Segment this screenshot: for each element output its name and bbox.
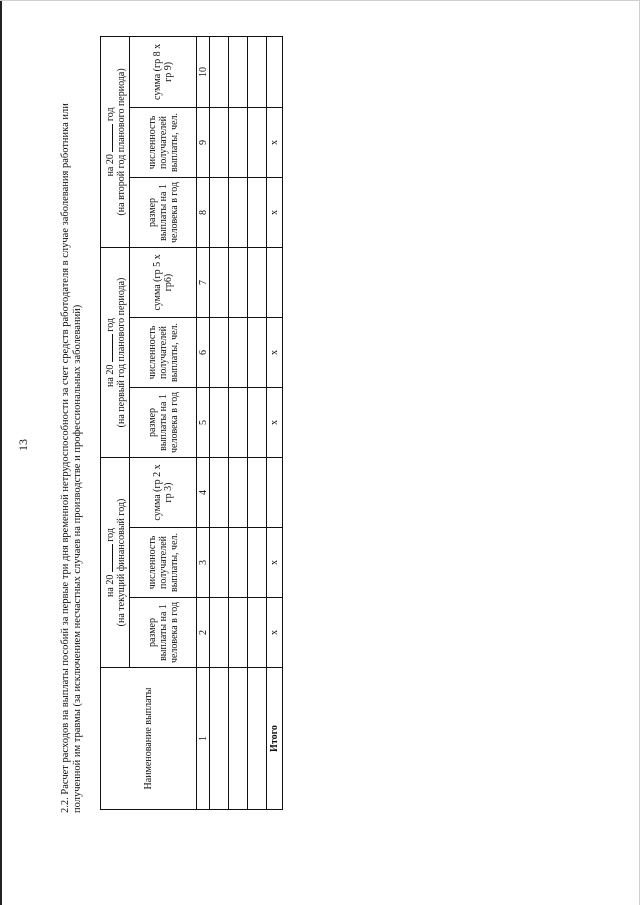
table-cell bbox=[210, 457, 229, 527]
heading-line-2: полученной им травмы (за исключением несчастных случаев на производстве и профессиональных заболеваний) bbox=[72, 304, 83, 813]
period-header-second-plan: на 20 год (на второй год планового периода) bbox=[101, 36, 130, 247]
subheader-cell: численность получателей выплаты, чел. bbox=[130, 317, 197, 387]
table-cell bbox=[248, 387, 267, 457]
column-number: 5 bbox=[197, 387, 210, 457]
column-number: 1 bbox=[197, 668, 210, 810]
table-cell bbox=[210, 317, 229, 387]
table-cell bbox=[229, 177, 248, 247]
table-cell bbox=[229, 528, 248, 598]
table-cell bbox=[210, 528, 229, 598]
table-row bbox=[229, 36, 248, 809]
table-cell bbox=[248, 36, 267, 107]
total-cell: х bbox=[267, 598, 283, 668]
table-cell bbox=[210, 177, 229, 247]
subheader-cell: сумма (гр 8 х гр 9) bbox=[130, 36, 197, 107]
table-cell bbox=[229, 317, 248, 387]
subheader-cell: размер выплаты на 1 человека в год bbox=[130, 387, 197, 457]
table-cell bbox=[248, 668, 267, 810]
table-cell bbox=[229, 668, 248, 810]
table-cell bbox=[229, 387, 248, 457]
table-cell bbox=[248, 598, 267, 668]
header-row-periods bbox=[101, 36, 130, 809]
table-cell bbox=[229, 598, 248, 668]
total-label: Итого bbox=[267, 668, 283, 810]
column-number: 2 bbox=[197, 598, 210, 668]
heading-line-1: 2.2. Расчет расходов на выплаты пособий за первые три дня временной нетрудоспособности за счет средств работодателя в случае заболевания работника или bbox=[60, 103, 71, 813]
column-number: 9 bbox=[197, 107, 210, 177]
column-number: 4 bbox=[197, 457, 210, 527]
table-cell bbox=[248, 107, 267, 177]
section-heading bbox=[60, 53, 84, 813]
column-number: 8 bbox=[197, 177, 210, 247]
table-cell bbox=[248, 177, 267, 247]
subheader-cell: численность получателей выплаты, чел. bbox=[130, 107, 197, 177]
subheader-cell: сумма (гр 2 х гр 3) bbox=[130, 457, 197, 527]
total-cell bbox=[267, 247, 283, 317]
column-number: 7 bbox=[197, 247, 210, 317]
period-header-first-plan: на 20 год (на первый год планового периода) bbox=[101, 247, 130, 457]
total-cell: х bbox=[267, 317, 283, 387]
payment-name-header: Наименование выплаты bbox=[101, 668, 197, 810]
total-cell: х bbox=[267, 107, 283, 177]
column-number: 3 bbox=[197, 528, 210, 598]
table-cell bbox=[248, 317, 267, 387]
table-cell bbox=[210, 598, 229, 668]
table-cell bbox=[210, 247, 229, 317]
expense-table bbox=[100, 36, 283, 810]
table-row bbox=[210, 36, 229, 809]
subheader-cell: численность получателей выплаты, чел. bbox=[130, 528, 197, 598]
subheader-cell: размер выплаты на 1 человека в год bbox=[130, 598, 197, 668]
table-cell bbox=[248, 247, 267, 317]
total-cell: х bbox=[267, 528, 283, 598]
total-cell: х bbox=[267, 387, 283, 457]
table-cell bbox=[210, 668, 229, 810]
column-number-row bbox=[197, 36, 210, 809]
total-cell bbox=[267, 457, 283, 527]
subheader-cell: размер выплаты на 1 человека в год bbox=[130, 177, 197, 247]
table-cell bbox=[229, 107, 248, 177]
page-number: 13 bbox=[16, 439, 30, 451]
table-row bbox=[248, 36, 267, 809]
table-cell bbox=[210, 387, 229, 457]
table-cell bbox=[210, 36, 229, 107]
total-row bbox=[267, 36, 283, 809]
total-cell bbox=[267, 36, 283, 107]
total-cell: х bbox=[267, 177, 283, 247]
table-cell bbox=[248, 457, 267, 527]
table-cell bbox=[248, 528, 267, 598]
table-cell bbox=[229, 36, 248, 107]
subheader-cell: сумма (гр 5 х гр6) bbox=[130, 247, 197, 317]
column-number: 10 bbox=[197, 36, 210, 107]
column-number: 6 bbox=[197, 317, 210, 387]
table-cell bbox=[229, 457, 248, 527]
table-cell bbox=[210, 107, 229, 177]
table-cell bbox=[229, 247, 248, 317]
period-header-current: на 20 год (на текущий финансовый год) bbox=[101, 457, 130, 667]
